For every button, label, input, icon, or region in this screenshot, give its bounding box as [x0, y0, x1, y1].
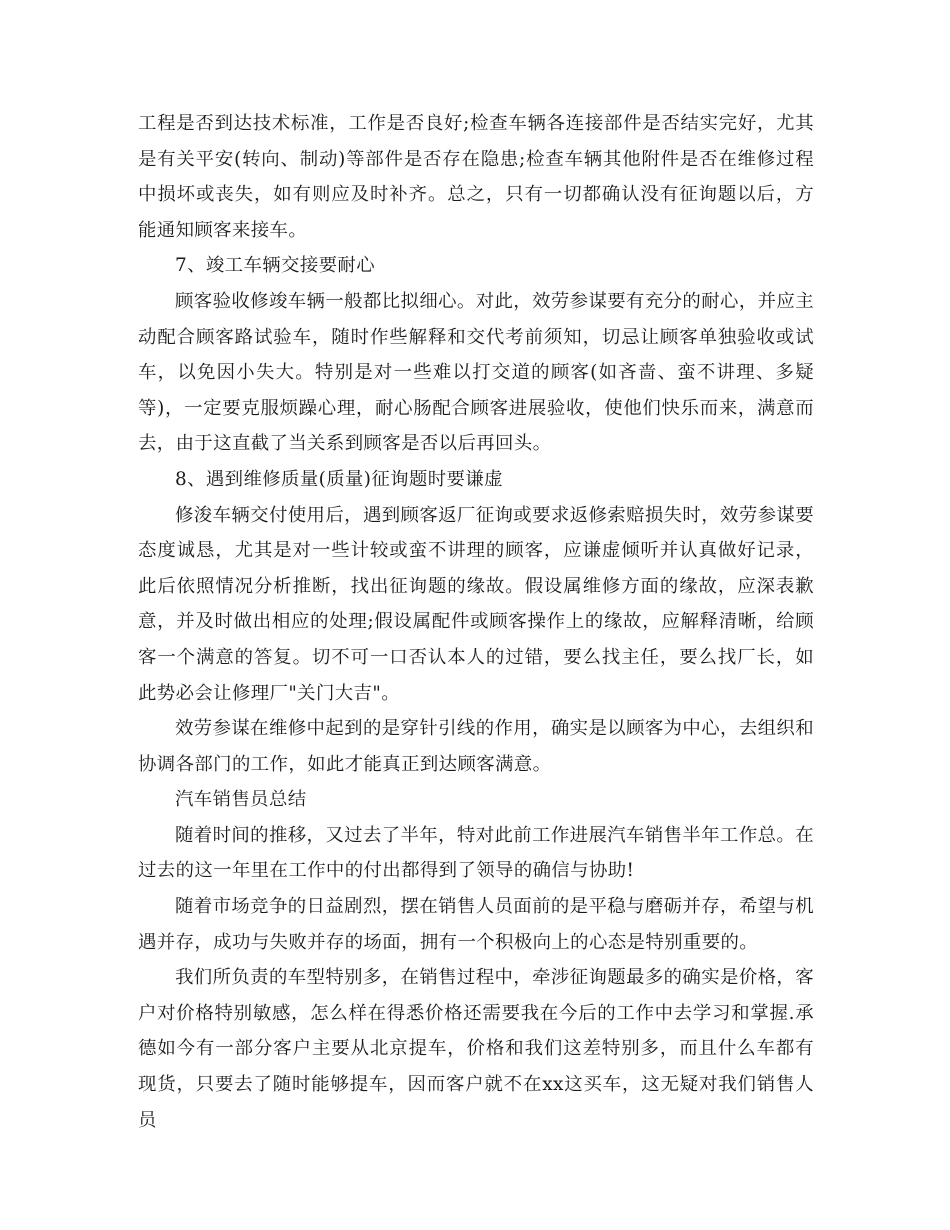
document-body: [138, 106, 814, 1138]
paragraph-pricing: 我们所负责的车型特别多，在销售过程中，牵涉征询题最多的确实是价格，客户对价格特别敏感，怎么样在得悉价格还需要我在今后的工作中去学习和掌握.承德如今有一部分客户主要从北京提车，价格和我们这差特别多，而且什么车都有现货，只要去了随时能够提车，因而客户就不在xx这买车，这无疑对我们销售人员: [138, 967, 814, 1131]
section-heading-sales-summary: 汽车销售员总结: [175, 789, 307, 811]
paragraph-quality-issues: 修浚车辆交付使用后，遇到顾客返厂征询或要求返修索赔损失时，效劳参谋要态度诚恳，尤其是对一些计较或蛮不讲理的顾客，应谦虚倾听并认真做好记录，此后依照情况分析推断，找出征询题的缘故。假设属维修方面的缘故，应深表歉意，并及时做出相应的处理;假设属配件或顾客操作上的缘故，应解释清晰，给顾客一个满意的答复。切不可一口否认本人的过错，要么找主任，要么找厂长，如此势必会让修理厂"关门大吉"。: [138, 504, 814, 704]
paragraph-advisor-role: 效劳参谋在维修中起到的是穿针引线的作用，确实是以顾客为中心，去组织和协调各部门的工作，如此才能真正到达顾客满意。: [138, 718, 814, 775]
section-heading-8: 8、遇到维修质量(质量)征询题时要谦虚: [175, 468, 503, 490]
paragraph-handover-patience: 顾客验收修竣车辆一般都比拟细心。对此，效劳参谋要有充分的耐心，并应主动配合顾客路试验车，随时作些解释和交代考前须知，切忌让顾客单独验收或试车，以免因小失大。特别是对一些难以打交道的顾客(如吝啬、蛮不讲理、多疑等)，一定要克服烦躁心理，耐心肠配合顾客进展验收，使他们快乐而来，满意而去，由于这直截了当关系到顾客是否以后再回头。: [138, 290, 814, 455]
paragraph-inspection-continued: 工程是否到达技术标准，工作是否良好;检查车辆各连接部件是否结实完好，尤其是有关平安(转向、制动)等部件是否存在隐患;检查车辆其他附件是否在维修过程中损坏或丧失，如有则应及时补齐。总之，只有一切都确认没有征询题以后，方能通知顾客来接车。: [138, 113, 814, 241]
paragraph-half-year: 随着时间的推移，又过去了半年，特对此前工作进展汽车销售半年工作总。在过去的这一年里在工作中的付出都得到了领导的确信与协助!: [138, 824, 814, 882]
section-heading-7: 7、竣工车辆交接要耐心: [175, 255, 376, 277]
paragraph-market-competition: 随着市场竞争的日益剧烈，摆在销售人员面前的是平稳与磨砺并存，希望与机遇并存，成功与失败并存的场面，拥有一个积极向上的心态是特别重要的。: [138, 896, 814, 953]
